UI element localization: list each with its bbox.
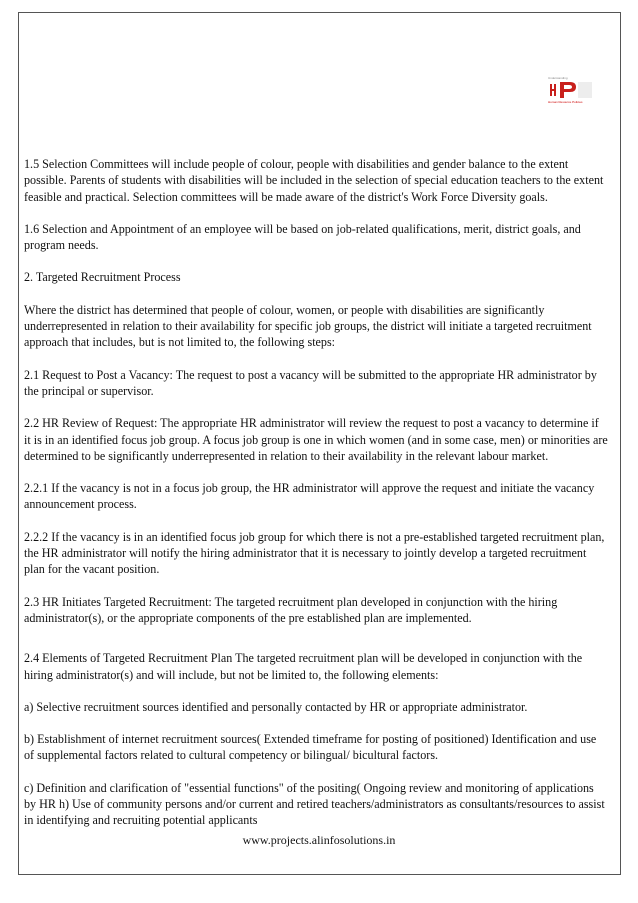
footer-url[interactable]: www.projects.alinfosolutions.in: [242, 833, 396, 847]
list-item: a) Selective recruitment sources identified and personally contacted by HR or appropriate administrator.: [24, 699, 528, 714]
list-item: b) Establishment of internet recruitment sources( Extended timeframe for posting of positioned) Identification and use of supplemental factors related to cultural competency or bilingual/ bicultural factors.: [24, 732, 597, 763]
paragraph: 1.6 Selection and Appointment of an employee will be based on job-related qualifications, merit, district goals, and program needs.: [24, 221, 581, 253]
document-body: [24, 156, 608, 845]
list-item: c) Definition and clarification of "essential functions" of the positing( Ongoing review and monitoring of applications by HR h) Use of community persons and/or current and retired teachers/administrators as consultants/resources to assist in identifying and recruiting potential applicants: [24, 780, 605, 828]
company-logo: [548, 76, 594, 106]
logo-top-text: Understanding: [548, 76, 568, 80]
paragraph: 2.1 Request to Post a Vacancy: The request to post a vacancy will be submitted to the appropriate HR administrator by the principal or supervisor.: [24, 367, 597, 398]
paragraph: Where the district has determined that people of colour, women, or people with disabilities are significantly underrepresented in relation to their availability for specific job groups, the district will initiate a targeted recruitment approach that includes, but is not limited to, the following steps:: [24, 302, 592, 350]
logo-bottom-text: Human Resource Policies: [548, 100, 583, 104]
paragraph: 2.2.1 If the vacancy is not in a focus job group, the HR administrator will approve the request and initiate the vacancy announcement process.: [24, 481, 595, 512]
paragraph: 1.5 Selection Committees will include people of colour, people with disabilities and gender balance to the extent possible. Parents of students with disabilities will be included in the selection of special education teachers to the extent feasible and practical. Selection committees will be made aware of the district's Work Force Diversity goals.: [24, 157, 604, 204]
paragraph: 2.2 HR Review of Request: The appropriate HR administrator will review the request to post a vacancy to determine if it is in an identified focus job group. A focus job group is one in which women (and in some case, men) or minorities are determined to be significantly underrepresented in relation to their availability in the relevant labour market.: [24, 416, 608, 463]
hrp-logo-icon: [550, 80, 594, 100]
paragraph: 2.4 Elements of Targeted Recruitment Plan The targeted recruitment plan will be developed in conjunction with the hiring administrator(s) and will include, but not be limited to, the following elements:: [24, 651, 583, 682]
section-heading: 2. Targeted Recruitment Process: [24, 270, 181, 285]
paragraph: 2.2.2 If the vacancy is in an identified focus job group for which there is not a pre-established targeted recruitment plan, the HR administrator will notify the hiring administrator that it is necessary to jointly develop a targeted recruitment plan for the vacant position.: [24, 529, 605, 577]
paragraph: 2.3 HR Initiates Targeted Recruitment: The targeted recruitment plan developed in conjunction with the hiring administrator(s), or the appropriate components of the pre established plan are implemented.: [24, 594, 558, 625]
